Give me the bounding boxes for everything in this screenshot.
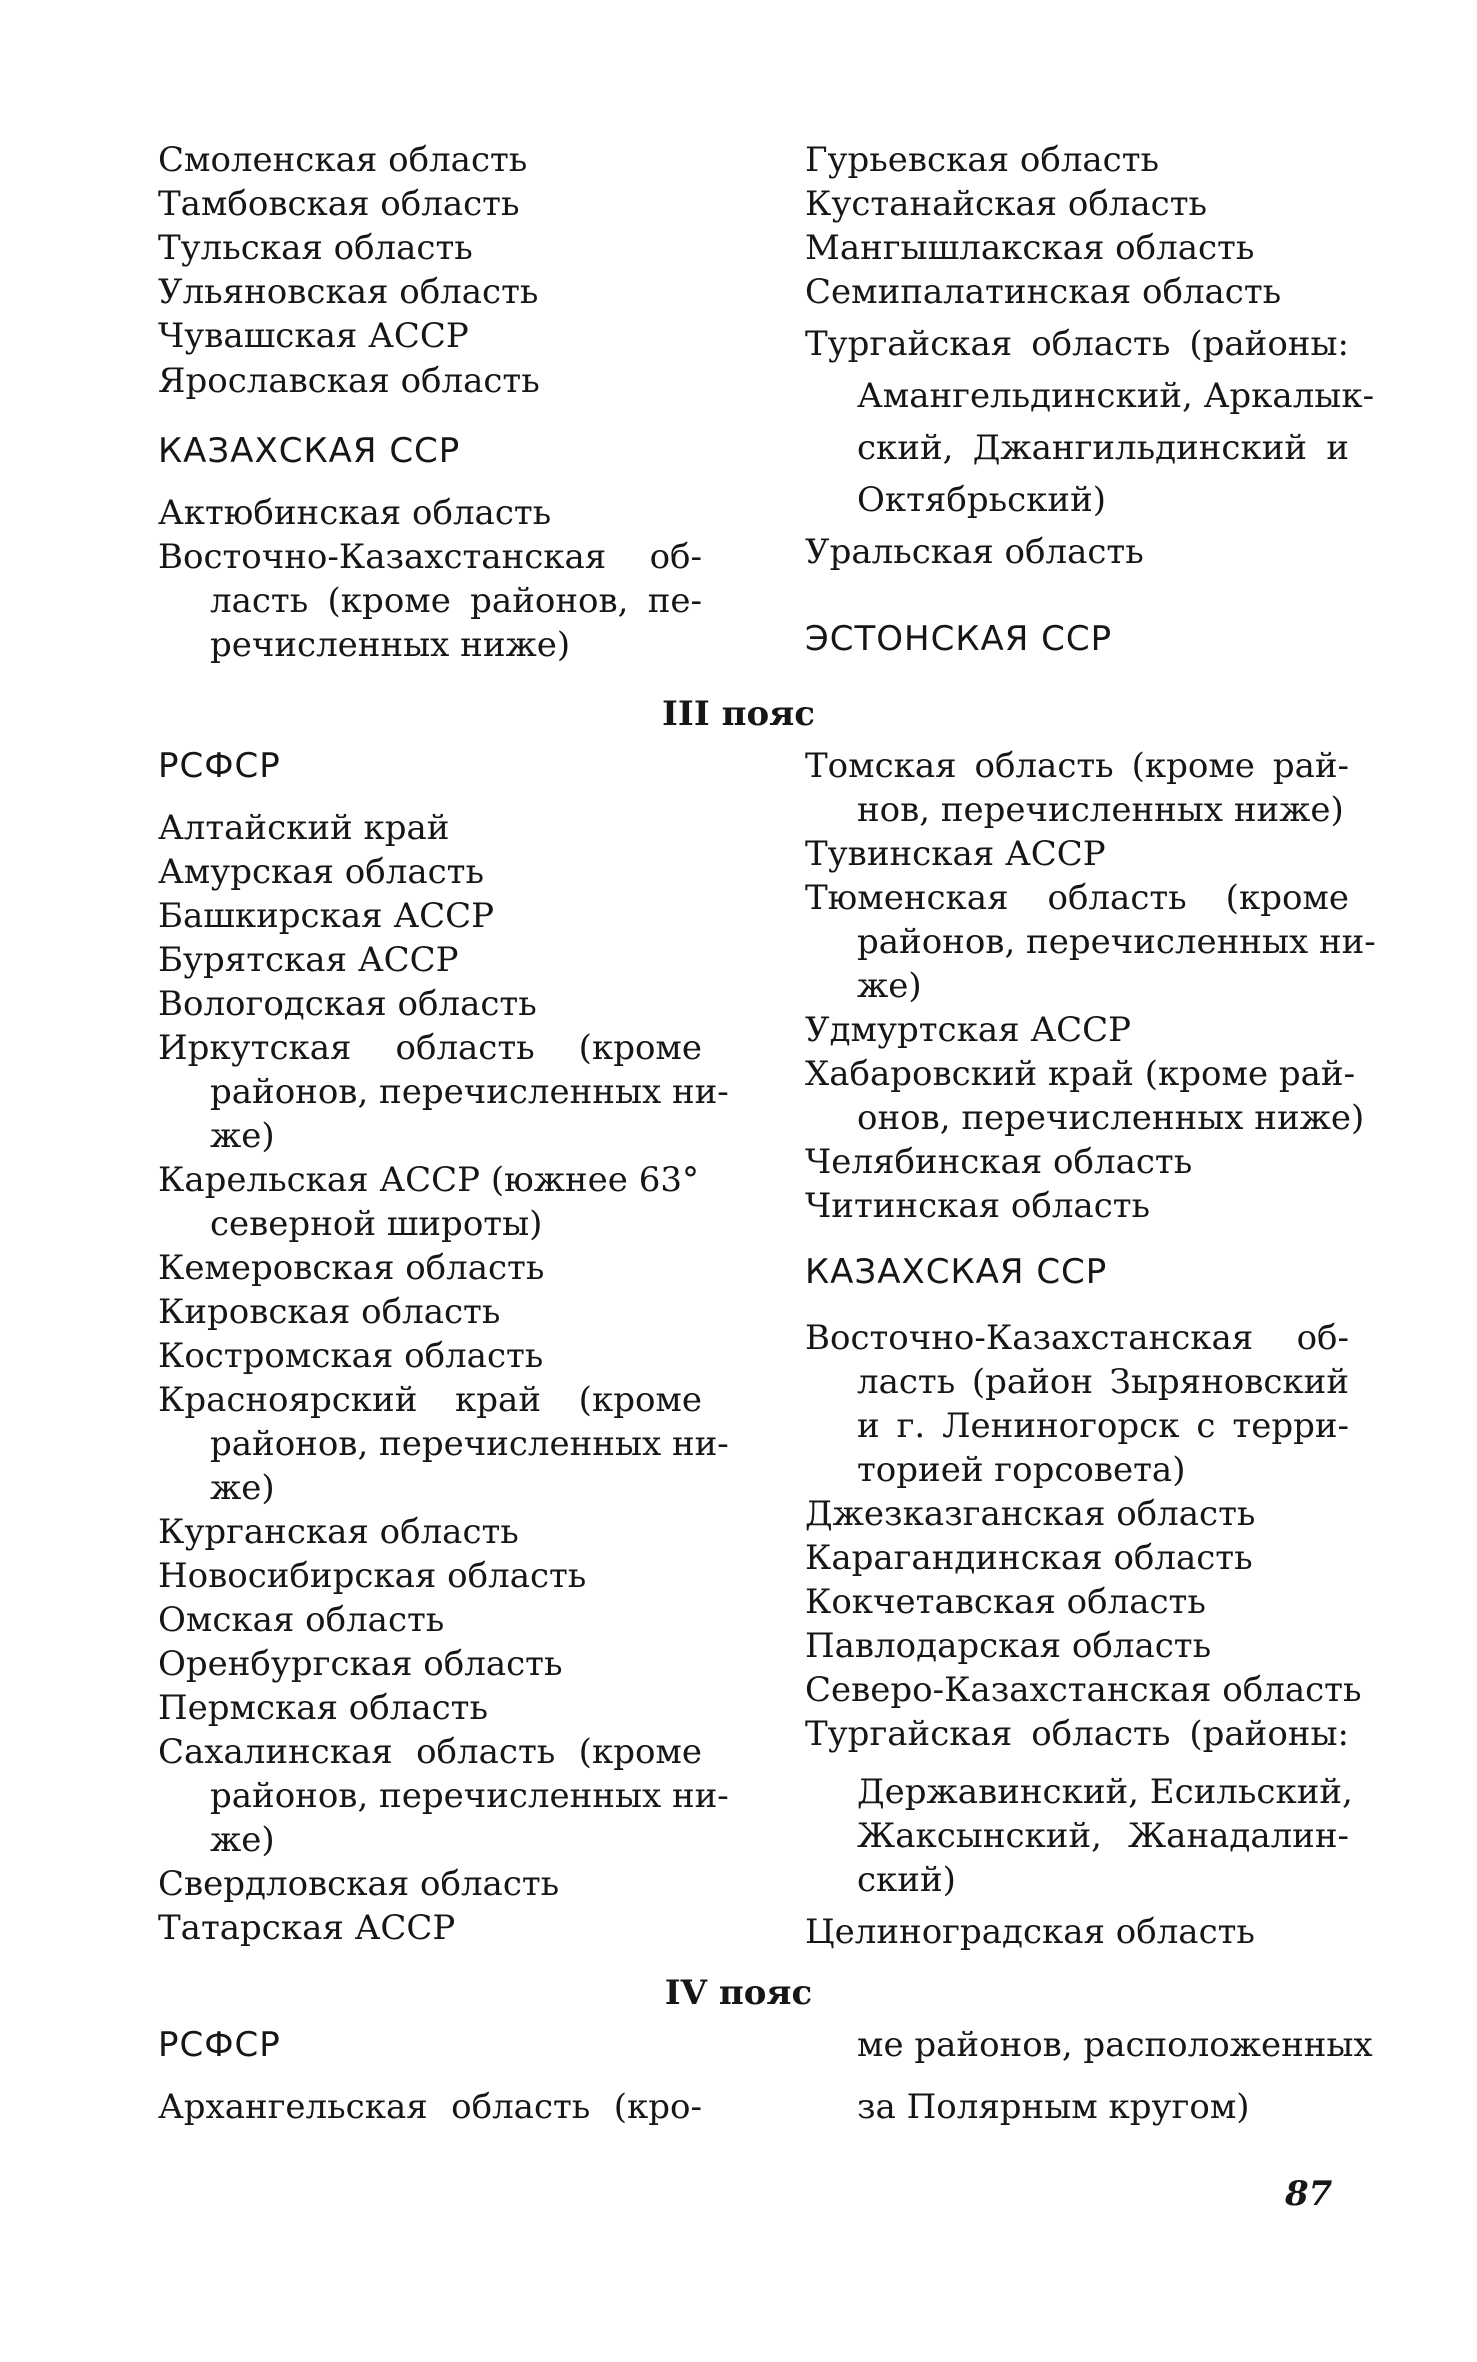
list-item: Кемеровская область [158, 1248, 545, 1288]
list-item: Восточно-Казахстанская об- [805, 1318, 1349, 1358]
list-item: районов, перечисленных ни- [857, 922, 1376, 962]
list-item: Кокчетавская область [805, 1582, 1206, 1622]
list-item: Тюменская область (кроме [805, 878, 1349, 918]
region-heading: КАЗАХСКАЯ ССР [158, 431, 461, 471]
list-item: Алтайский край [158, 808, 450, 848]
list-item: Кустанайская область [805, 184, 1208, 224]
list-item: Сахалинская область (кроме [158, 1732, 702, 1772]
list-item: Смоленская область [158, 140, 528, 180]
list-item: Оренбургская область [158, 1644, 563, 1684]
list-item: Вологодская область [158, 984, 537, 1024]
list-item: районов, перечисленных ни- [210, 1776, 729, 1816]
list-item: Амурская область [158, 852, 484, 892]
list-item: Актюбинская область [158, 493, 552, 533]
list-item: Кировская область [158, 1292, 501, 1332]
list-item: Гурьевская область [805, 140, 1160, 180]
list-item: Омская область [158, 1600, 445, 1640]
list-item: Бурятская АССР [158, 940, 459, 980]
list-item: Северо-Казахстанская область [805, 1670, 1362, 1710]
list-item: ласть (кроме районов, пе- [210, 581, 702, 621]
list-item: Удмуртская АССР [805, 1010, 1132, 1050]
list-item: Семипалатинская область [805, 272, 1282, 312]
belt-3-heading: III пояс [662, 694, 815, 734]
list-item: Читинская область [805, 1186, 1151, 1226]
list-item: Восточно-Казахстанская об- [158, 537, 702, 577]
list-item: Татарская АССР [158, 1908, 456, 1948]
list-item: Костромская область [158, 1336, 544, 1376]
list-item: Пермская область [158, 1688, 488, 1728]
list-item: Целиноградская область [805, 1912, 1255, 1952]
list-item: Курганская область [158, 1512, 519, 1552]
list-item: Иркутская область (кроме [158, 1028, 702, 1068]
list-item: ласть (район Зыряновский [857, 1362, 1349, 1402]
list-item: же) [210, 1468, 275, 1508]
list-item: Уральская область [805, 532, 1144, 572]
list-item: и г. Лениногорск с терри- [857, 1406, 1349, 1446]
list-item: Карельская АССР (южнее 63° [158, 1160, 699, 1200]
list-item: Красноярский край (кроме [158, 1380, 702, 1420]
list-item: Тамбовская область [158, 184, 520, 224]
list-item: Ульяновская область [158, 272, 539, 312]
list-item: торией горсовета) [857, 1450, 1186, 1490]
region-heading: КАЗАХСКАЯ ССР [805, 1252, 1108, 1292]
list-item: Мангышлакская область [805, 228, 1255, 268]
belt-4-heading: IV пояс [664, 1973, 813, 2013]
list-item: Октябрьский) [857, 480, 1107, 520]
list-item: Державинский, Есильский, [857, 1772, 1353, 1812]
list-item: Карагандинская область [805, 1538, 1253, 1578]
list-item: Павлодарская область [805, 1626, 1212, 1666]
list-item: районов, перечисленных ни- [210, 1072, 729, 1112]
list-item: Тувинская АССР [805, 834, 1106, 874]
list-item: ме районов, расположенных [857, 2025, 1373, 2065]
list-item: Джезказганская область [805, 1494, 1256, 1534]
page-number: 87 [1285, 2174, 1333, 2214]
list-item: Челябинская область [805, 1142, 1193, 1182]
list-item: северной широты) [210, 1204, 543, 1244]
list-item: районов, перечисленных ни- [210, 1424, 729, 1464]
list-item: Амангельдинский, Аркалык- [857, 376, 1375, 416]
list-item: Свердловская область [158, 1864, 560, 1904]
list-item: онов, перечисленных ниже) [857, 1098, 1365, 1138]
list-item: за Полярным кругом) [857, 2087, 1250, 2127]
region-heading: ЭСТОНСКАЯ ССР [805, 619, 1113, 659]
list-item: же) [210, 1116, 275, 1156]
list-item: Тургайская область (районы: [805, 324, 1349, 364]
list-item: Ярославская область [158, 361, 540, 401]
list-item: Башкирская АССР [158, 896, 495, 936]
list-item: Томская область (кроме рай- [805, 746, 1349, 786]
list-item: же) [857, 966, 922, 1006]
list-item: Тульская область [158, 228, 473, 268]
list-item: же) [210, 1820, 275, 1860]
list-item: Хабаровский край (кроме рай- [805, 1054, 1356, 1094]
list-item: ский, Джангильдинский и [857, 428, 1349, 468]
region-heading: РСФСР [158, 746, 281, 786]
list-item: Тургайская область (районы: [805, 1714, 1349, 1754]
list-item: Новосибирская область [158, 1556, 587, 1596]
list-item: Архангельская область (кро- [158, 2087, 702, 2127]
list-item: нов, перечисленных ниже) [857, 790, 1344, 830]
list-item: речисленных ниже) [210, 625, 571, 665]
list-item: ский) [857, 1860, 956, 1900]
region-heading: РСФСР [158, 2025, 281, 2065]
list-item: Чувашская АССР [158, 316, 469, 356]
list-item: Жаксынский, Жанадалин- [857, 1816, 1349, 1856]
